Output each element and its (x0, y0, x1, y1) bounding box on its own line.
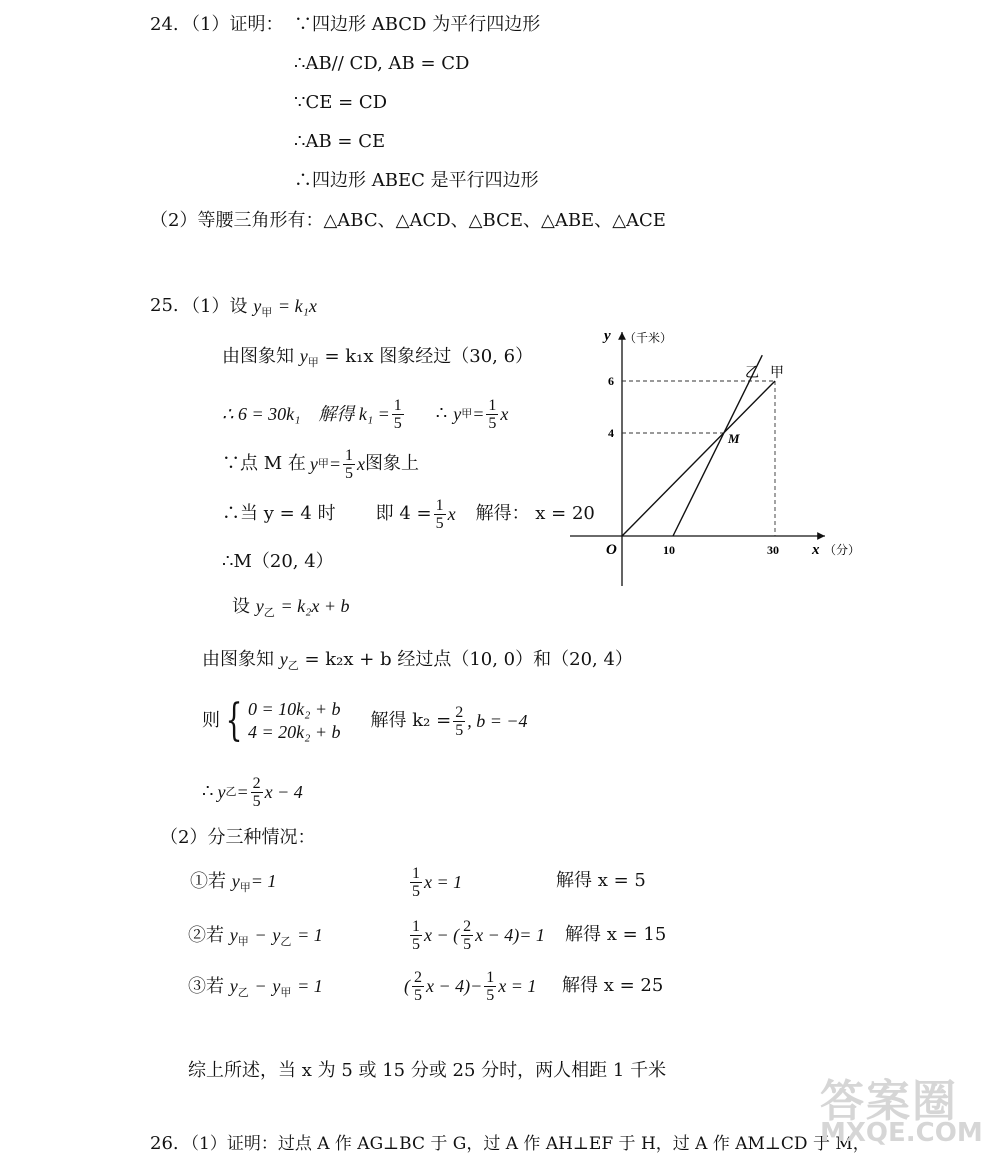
q25-when-y4: ∴当 y = 4 时 即 4 = $\frac{1}{5}$ x 解得： x = 20 (222, 496, 595, 532)
q25-set-yi: 设 $y_乙 = k_2x + b$ (232, 596, 350, 619)
q25-part2-label: （2）分三种情况： (160, 827, 316, 848)
q25-yi-pass: 由图象知 $y_乙 = k_2x + b$ 经过点（10, 0）和（20, 4） (202, 649, 633, 672)
q25-graph-pass: 由图象知 $y_甲 = k_1x$ 图象经过（30, 6） (222, 346, 534, 369)
q26-text: （1）证明：过点 A 作 AG⊥BC 于 G，过 A 作 AH⊥EF 于 H，过 A 作 AM⊥CD 于 M， (182, 1134, 870, 1154)
q25-system: 则 { 0 = 10k₂ + b 4 = 20k₂ + b 解得 k₂ = $\frac{2}{5}$ , b = −4 (202, 695, 528, 746)
q24-line2: ∴AB// CD, AB = CD (294, 53, 470, 74)
function-graph (560, 318, 860, 593)
q25-yi-final: ∴ y 乙 = $\frac{2}{5}$ x − 4 (202, 774, 303, 810)
y-unit-label: （千米） (624, 331, 673, 345)
case1-solution: 解得 x = 5 (556, 870, 646, 891)
q24-line3: ∵CE = CD (294, 92, 388, 113)
q26-number: 26. (150, 1133, 179, 1154)
x-unit-label: （分） (824, 543, 860, 557)
q25-number: 25. (150, 295, 179, 316)
series-line-jia (622, 381, 775, 536)
watermark-site: MXQE.COM (820, 1118, 983, 1148)
tick-label-6: 6 (608, 374, 614, 388)
q24-line4: ∴AB = CE (294, 131, 386, 152)
q25-summary: 综上所述，当 x 为 5 或 15 分或 25 分时，两人相距 1 千米 (188, 1060, 667, 1081)
case3-solution: 解得 x = 25 (562, 975, 664, 996)
tick-label-30: 30 (767, 543, 779, 557)
case2-solution: 解得 x = 15 (565, 924, 667, 945)
q25-solve-k1: ∴ 6 = 30k₁ 解得 k₁ = $\frac{1}{5}$ ∴ y 甲 = $\frac{1}{5}$ x (222, 396, 509, 432)
q25-point-m: ∴M（20, 4） (222, 551, 334, 572)
q25-point-m-on-line: ∵点 M 在 y 甲 = $\frac{1}{5}$ x 图象上 (222, 446, 420, 482)
case3-label: ③若 $y_乙 - y_甲 = 1$ (188, 976, 323, 999)
tick-label-4: 4 (608, 426, 614, 440)
q25-p1: （1）设 $y_甲 = k_1x$ (182, 296, 317, 319)
case2-label: ②若 $y_甲 - y_乙 = 1$ (188, 925, 323, 948)
x-axis-label: x (812, 542, 820, 558)
case1-equation: $\frac{1}{5}$ x = 1 (412, 864, 463, 900)
series-label-yi: 乙 (745, 366, 759, 381)
q24-number: 24. (150, 14, 179, 35)
q24-part1-label: （1）证明： (182, 14, 284, 35)
case2-equation: $\frac{1}{5}$ x − ( $\frac{2}{5}$ x − 4) = 1 (412, 917, 545, 953)
brace-icon: { (225, 695, 243, 746)
series-label-jia: 甲 (770, 366, 784, 381)
series-line-yi (673, 355, 762, 536)
q24-line5: ∴四边形 ABEC 是平行四边形 (294, 170, 539, 191)
origin-label: O (606, 542, 617, 558)
watermark-brand: 答案圈 (820, 1076, 958, 1127)
point-m-label: M (728, 431, 740, 446)
q24-line1: ∵四边形 ABCD 为平行四边形 (294, 14, 541, 35)
fraction-1-5: $\frac{1}{5}$ (393, 396, 402, 432)
y-axis-label: y (604, 328, 611, 344)
case3-equation: ( $\frac{2}{5}$ x − 4) − $\frac{1}{5}$ x = 1 (404, 968, 537, 1004)
case1-label: ①若 $y_甲= 1$ (190, 871, 277, 894)
q24-part2: （2）等腰三角形有：△ABC、△ACD、△BCE、△ABE、△ACE (150, 210, 666, 231)
tick-label-10: 10 (663, 543, 675, 557)
